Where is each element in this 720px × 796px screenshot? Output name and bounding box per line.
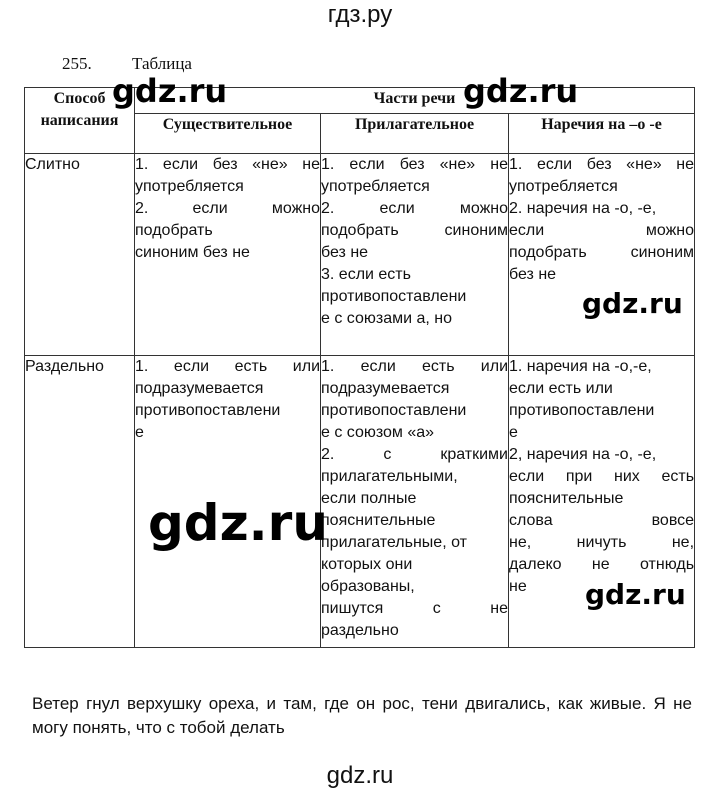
cell-together-adjective: 1. если без «не» не употребляется 2. если можно подобрать синоним без не 3. если есть противопоставлени е с союзами а, но	[321, 154, 509, 356]
task-number: 255.	[62, 54, 92, 73]
site-title: гдз.ру	[327, 1, 393, 28]
site-footer: gdz.ru	[326, 762, 394, 789]
answer-text: Ветер гнул верхушку ореха, и там, где он рос, тени двигались, как живые. Я не могу понять, что с тобой делать	[32, 694, 692, 737]
task-title: Таблица	[132, 54, 192, 73]
watermark: gdz.ru	[463, 72, 579, 110]
cell-together-adverb: 1. если без «не» не употребляется 2. наречия на -о, -е, если можно подобрать синоним без не	[509, 154, 695, 356]
header-method: Способ написания	[25, 88, 135, 154]
cell-separate-noun: 1. если есть или подразумевается противопоставлени е	[135, 356, 321, 648]
row-method-separate: Раздельно	[25, 356, 135, 648]
header-noun: Существительное	[135, 114, 321, 154]
watermark: gdz.ru	[148, 494, 328, 552]
watermark: gdz.ru	[585, 578, 686, 611]
spelling-table	[24, 87, 695, 648]
cell-separate-adjective: 1. если есть или подразумевается противопоставлени е с союзом «а» 2. с краткими прилагательными, если полные пояснительные прилагательные, от которых они образованы, пишутся с не раздельно	[321, 356, 509, 648]
watermark: gdz.ru	[112, 72, 228, 110]
watermark: gdz.ru	[582, 287, 683, 320]
header-adverb: Наречия на –о -е	[509, 114, 695, 154]
cell-together-noun: 1. если без «не» не употребляется 2. если можно подобрать синоним без не	[135, 154, 321, 356]
header-parts-of-speech: Части речи	[135, 88, 695, 114]
row-method-together: Слитно	[25, 154, 135, 356]
header-adjective: Прилагательное	[321, 114, 509, 154]
cell-separate-adverb: 1. наречия на -о,-е, если есть или противопоставлени е 2, наречия на -о, -е, если при них есть пояснительные слова вовсе не, ничуть не, далеко не отнюдь не	[509, 356, 695, 648]
